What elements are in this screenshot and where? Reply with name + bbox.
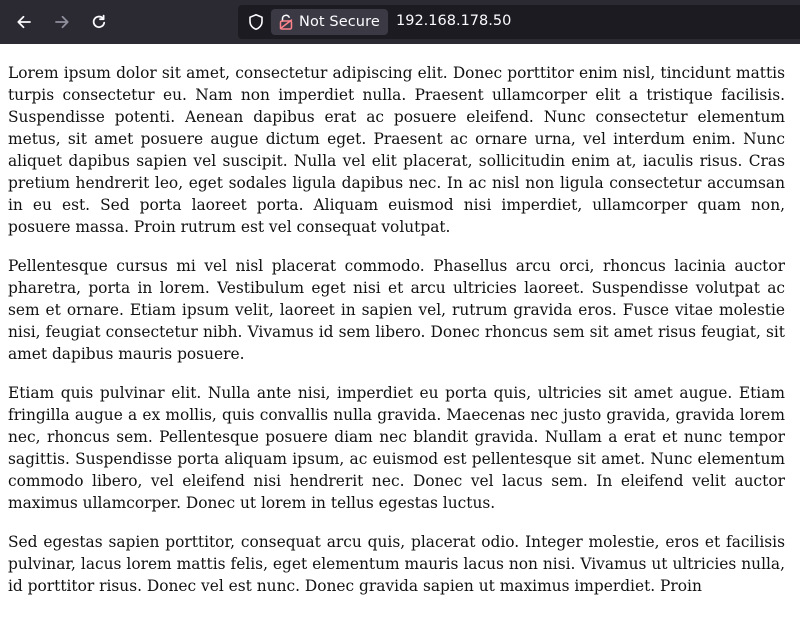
- forward-button[interactable]: [49, 9, 75, 35]
- paragraph: Pellentesque cursus mi vel nisl placerat commodo. Phasellus arcu orci, rhoncus lacinia auctor pharetra, porta in lorem. Vestibulum eget nisi et arcu ultricies laoreet. Suspendisse volutpat ac sem et ornare. Etiam ipsum velit, laoreet in sapien vel, rutrum gravida eros. Fusce vitae molestie nisi, feugiat consectetur nibh. Vivamus id sem libero. Donec rhoncus sem sit amet risus feugiat, sit amet dapibus mauris posuere.: [8, 257, 785, 363]
- reload-button[interactable]: [86, 9, 112, 35]
- address-bar[interactable]: [238, 5, 800, 39]
- paragraph: Etiam quis pulvinar elit. Nulla ante nisi, imperdiet eu porta quis, ultricies sit amet augue. Etiam fringilla augue a ex mollis, quis convallis nulla gravida. Maecenas nec justo gravida, gravida lorem nec, rhoncus sem. Pellentesque posuere diam nec blandit gravida. Nullam a erat et nunc tempor sagittis. Suspendisse porta aliquam ipsum, ac euismod est pellentesque sit amet. Nunc elementum commodo libero, vel eleifend nisi hendrerit nec. Donec vel lacus sem. In eleifend velit auctor maximus ullamcorper. Donec ut lorem in tellus egestas luctus.: [8, 384, 785, 512]
- arrow-right-icon: [53, 13, 71, 31]
- paragraph: Sed egestas sapien porttitor, consequat arcu quis, placerat odio. Integer molestie, eros et facilisis pulvinar, lacus lorem mattis felis, eget elementum mauris lacus non nisi. Vivamus ut ultricies nulla, id porttitor risus. Donec vel est nunc. Donec gravida sapien ut maximus imperdiet. Proin: [8, 533, 785, 595]
- back-button[interactable]: [11, 9, 37, 35]
- arrow-left-icon: [15, 13, 33, 31]
- shield-icon[interactable]: [247, 13, 265, 31]
- page-content: [8, 44, 785, 597]
- reload-icon: [90, 13, 108, 31]
- url-text[interactable]: 192.168.178.50: [396, 13, 512, 29]
- security-label: Not Secure: [299, 14, 380, 30]
- paragraph: Lorem ipsum dolor sit amet, consectetur adipiscing elit. Donec porttitor enim nisl, tincidunt mattis turpis consectetur eu. Nam non imperdiet nulla. Praesent ullamcorper elit a tristique facilisis. Suspendisse potenti. Aenean dapibus erat ac posuere eleifend. Nunc consectetur elementum metus, sit amet posuere augue dictum eget. Praesent ac ornare urna, vel interdum enim. Nunc aliquet dapibus sapien vel suscipit. Nulla vel elit placerat, sollicitudin enim at, iaculis risus. Cras pretium hendrerit leo, eget sodales ligula dapibus nec. In ac nisl non ligula consectetur accumsan in eu est. Sed porta laoreet porta. Aliquam euismod nisi imperdiet, ullamcorper quam non, posuere massa. Proin rutrum est vel consequat volutpat.: [8, 64, 785, 236]
- broken-lock-icon: [279, 14, 293, 30]
- security-info-button[interactable]: [271, 9, 388, 35]
- browser-toolbar: [0, 0, 800, 44]
